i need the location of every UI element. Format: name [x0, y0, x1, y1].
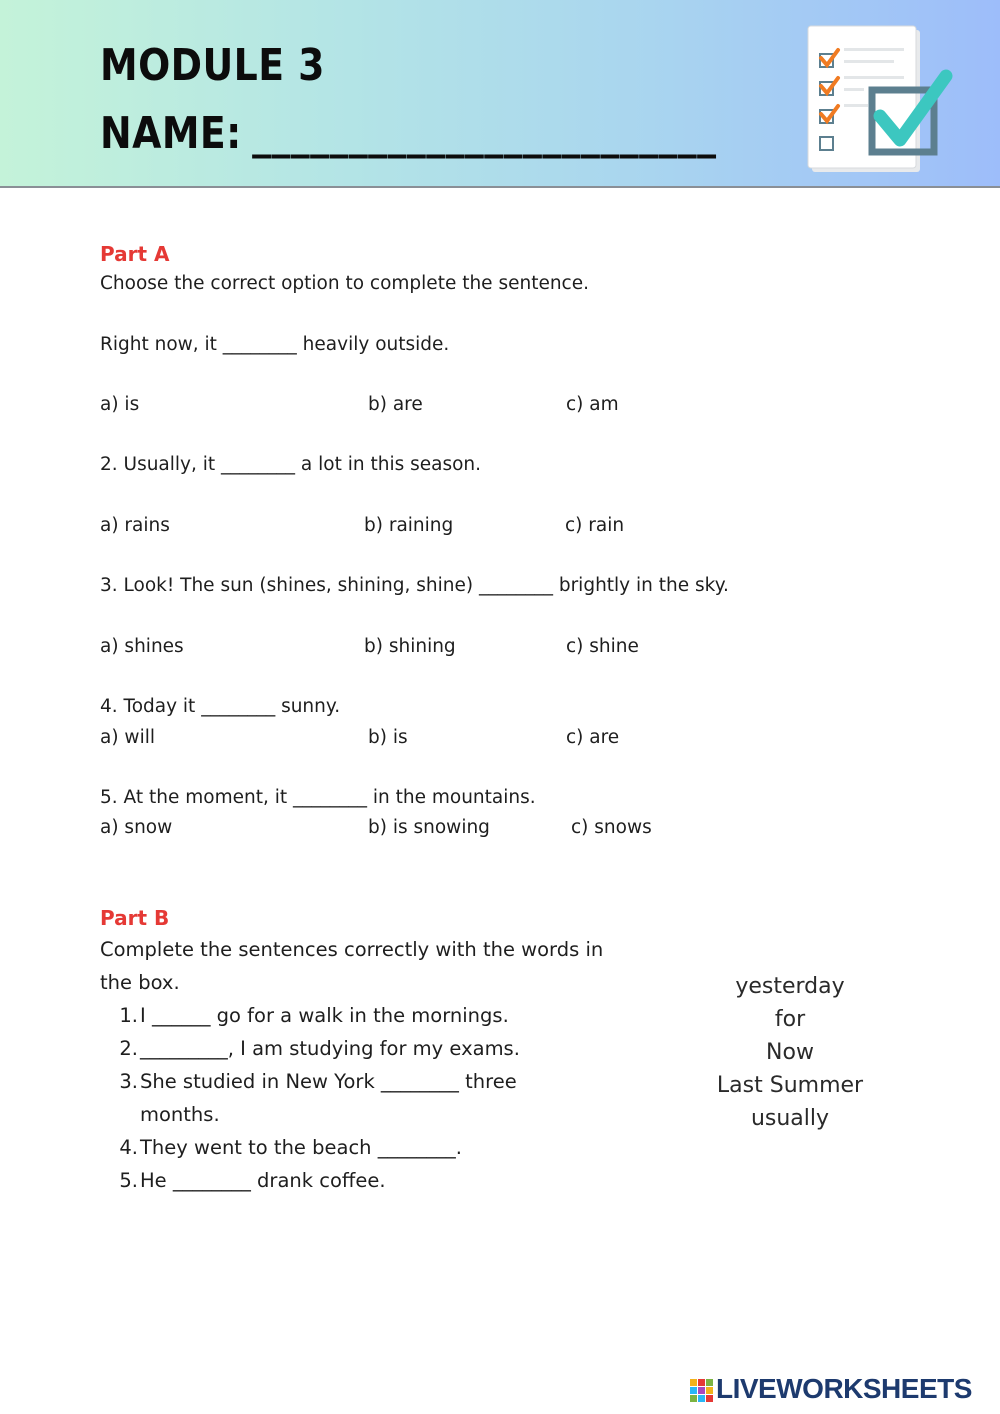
- q4-option-a[interactable]: a) will: [100, 727, 155, 748]
- word-box-item[interactable]: yesterday: [735, 974, 845, 999]
- q4-option-c[interactable]: c) are: [566, 727, 620, 748]
- word-box-item[interactable]: Last Summer: [716, 1073, 864, 1098]
- list-item-text: I ______ go for a walk in the mornings.: [140, 1004, 509, 1027]
- question-3-text: 3. Look! The sun (shines, shining, shine) ________ brightly in the sky.: [100, 575, 729, 596]
- part-b-instruction-line2: the box.: [100, 971, 180, 994]
- word-box: [700, 970, 880, 1135]
- logo-grid-icon: [690, 1379, 714, 1403]
- list-item-text: He ________ drank coffee.: [140, 1169, 386, 1192]
- q3-option-a[interactable]: a) shines: [100, 636, 184, 657]
- q3-option-b[interactable]: b) shining: [364, 636, 456, 657]
- list-item-text: She studied in New York ________ three: [140, 1070, 517, 1093]
- list-item-text: _________, I am studying for my exams.: [140, 1037, 520, 1060]
- q2-option-c[interactable]: c) rain: [565, 515, 625, 536]
- page-header: [0, 0, 1000, 188]
- name-line: [100, 108, 716, 159]
- q2-option-b[interactable]: b) raining: [364, 515, 454, 536]
- name-blank: ________________________: [252, 108, 717, 159]
- q3-option-c[interactable]: c) shine: [566, 636, 639, 657]
- question-4-text: 4. Today it ________ sunny.: [100, 696, 341, 717]
- q2-option-a[interactable]: a) rains: [100, 515, 170, 536]
- list-item-text: They went to the beach ________.: [140, 1136, 462, 1159]
- q1-option-a[interactable]: a) is: [100, 394, 140, 415]
- list-item-number: 1.: [119, 1004, 138, 1027]
- q5-option-a[interactable]: a) snow: [100, 817, 173, 838]
- question-1-text: Right now, it ________ heavily outside.: [100, 334, 450, 355]
- word-box-item[interactable]: usually: [750, 1106, 830, 1131]
- list-item-number: 4.: [119, 1136, 138, 1159]
- question-5-text: 5. At the moment, it ________ in the mountains.: [100, 787, 536, 808]
- checklist-icon: [800, 24, 960, 174]
- q5-option-c[interactable]: c) snows: [571, 817, 652, 838]
- part-a-title: Part A: [100, 242, 170, 266]
- q4-option-b[interactable]: b) is: [368, 727, 408, 748]
- word-box-item[interactable]: Now: [766, 1040, 814, 1065]
- q1-option-b[interactable]: b) are: [368, 394, 423, 415]
- part-a-instruction: Choose the correct option to complete the sentence.: [100, 273, 589, 294]
- q1-option-c[interactable]: c) am: [566, 394, 619, 415]
- list-item-number: 3.: [119, 1070, 138, 1093]
- list-item-text: months.: [140, 1103, 220, 1126]
- word-box-item[interactable]: for: [774, 1007, 806, 1032]
- question-2-text: 2. Usually, it ________ a lot in this season.: [100, 454, 482, 475]
- module-title: MODULE 3: [100, 40, 325, 91]
- part-b-title: Part B: [100, 906, 170, 930]
- name-label: NAME:: [100, 108, 242, 159]
- q5-option-b[interactable]: b) is snowing: [368, 817, 490, 838]
- list-item-number: 5.: [119, 1169, 138, 1192]
- list-item-number: 2.: [119, 1037, 138, 1060]
- part-b-instruction-line1: Complete the sentences correctly with the words in: [100, 938, 604, 961]
- brand-text: LIVEWORKSHEETS: [716, 1373, 972, 1404]
